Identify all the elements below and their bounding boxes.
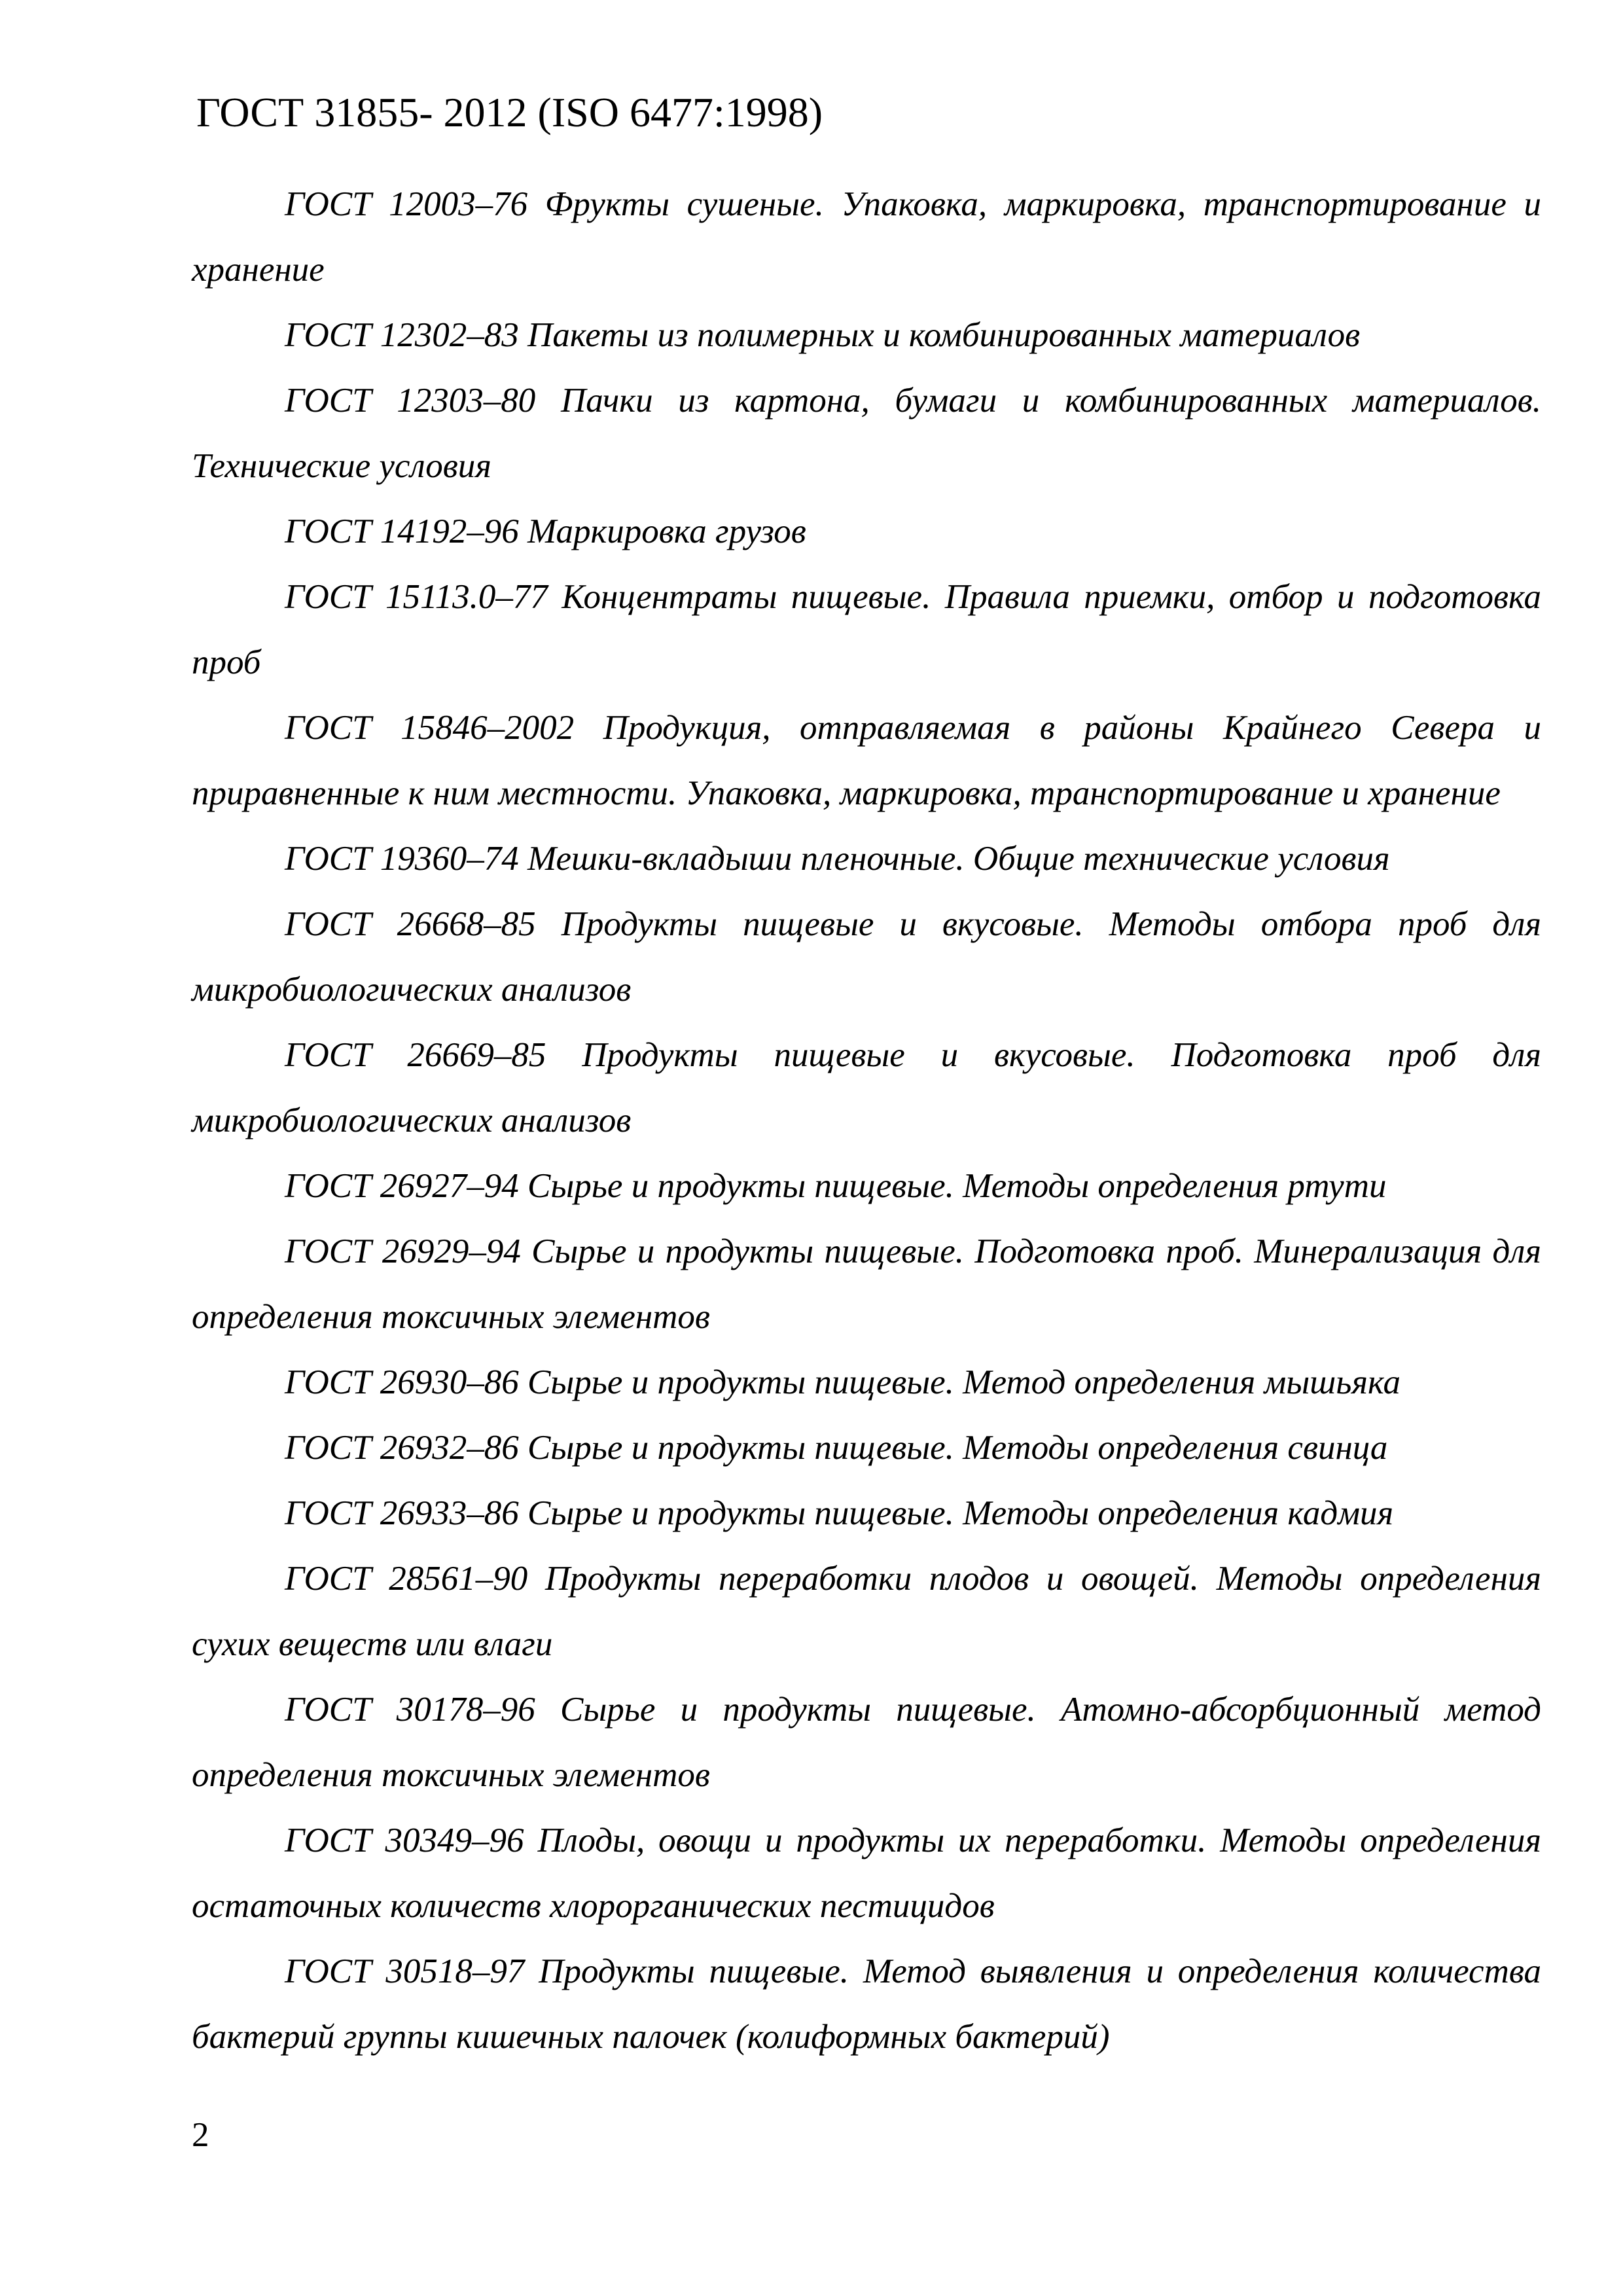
standard-title: ГОСТ 31855- 2012 (ISO 6477:1998) xyxy=(196,89,823,135)
normative-references-list xyxy=(192,171,1541,2070)
reference-item: ГОСТ 26932–86 Сырье и продукты пищевые. Методы определения свинца xyxy=(285,1429,1388,1467)
reference-item: ГОСТ 15113.0–77 Концентраты пищевые. Правила приемки, отбор и подготовка проб xyxy=(192,578,1541,681)
reference-item: ГОСТ 12303–80 Пачки из картона, бумаги и комбинированных материалов. Технические условия xyxy=(192,382,1541,485)
reference-item: ГОСТ 30178–96 Сырье и продукты пищевые. Атомно-абсорбционный метод определения токсичных элементов xyxy=(192,1691,1541,1794)
reference-item: ГОСТ 26668–85 Продукты пищевые и вкусовые. Методы отбора проб для микробиологических анализов xyxy=(192,905,1541,1009)
reference-item: ГОСТ 26927–94 Сырье и продукты пищевые. Методы определения ртути xyxy=(285,1167,1387,1205)
reference-item: ГОСТ 28561–90 Продукты переработки плодов и овощей. Методы определения сухих веществ или влаги xyxy=(192,1560,1541,1663)
reference-item: ГОСТ 30349–96 Плоды, овощи и продукты их переработки. Методы определения остаточных количеств хлорорганических пестицидов xyxy=(192,1821,1541,1925)
reference-item: ГОСТ 26669–85 Продукты пищевые и вкусовые. Подготовка проб для микробиологических анализов xyxy=(192,1036,1541,1139)
reference-item: ГОСТ 26933–86 Сырье и продукты пищевые. Методы определения кадмия xyxy=(285,1494,1394,1532)
reference-item: ГОСТ 12003–76 Фрукты сушеные. Упаковка, маркировка, транспортирование и хранение xyxy=(192,185,1541,289)
reference-item: ГОСТ 14192–96 Маркировка грузов xyxy=(285,512,806,550)
reference-item: ГОСТ 19360–74 Мешки-вкладыши пленочные. Общие технические условия xyxy=(285,840,1390,878)
reference-item: ГОСТ 12302–83 Пакеты из полимерных и комбинированных материалов xyxy=(285,316,1361,354)
reference-item: ГОСТ 26929–94 Сырье и продукты пищевые. Подготовка проб. Минерализация для определения токсичных элементов xyxy=(192,1232,1541,1336)
page-number: 2 xyxy=(192,2116,209,2154)
document-header xyxy=(196,86,823,139)
reference-item: ГОСТ 15846–2002 Продукция, отправляемая в районы Крайнего Севера и приравненные к ним местности. Упаковка, маркировка, транспортирование и хранение xyxy=(192,709,1541,812)
reference-item: ГОСТ 26930–86 Сырье и продукты пищевые. Метод определения мышьяка xyxy=(285,1363,1400,1401)
reference-item: ГОСТ 30518–97 Продукты пищевые. Метод выявления и определения количества бактерий группы кишечных палочек (колиформных бактерий) xyxy=(192,1952,1541,2056)
